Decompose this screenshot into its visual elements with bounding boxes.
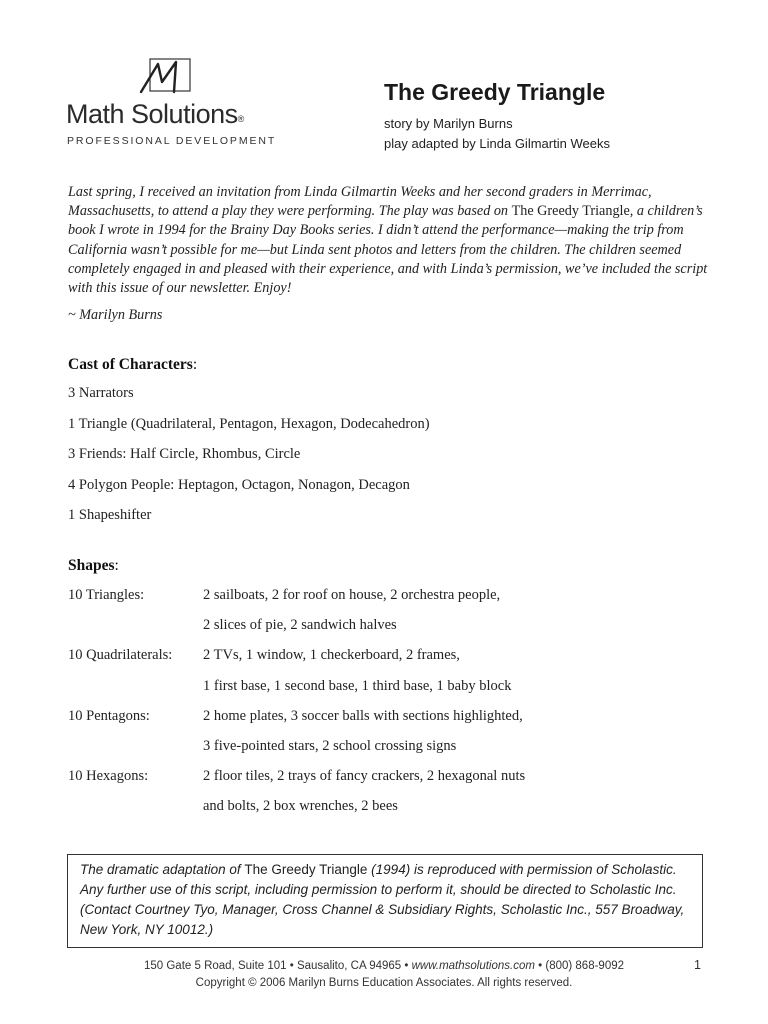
adaptation-byline: play adapted by Linda Gilmartin Weeks <box>384 136 610 151</box>
website-link[interactable]: www.mathsolutions.com <box>411 960 535 972</box>
page-number: 1 <box>694 958 701 972</box>
logo-m-icon <box>136 56 196 94</box>
shape-row: 10 Pentagons: 2 home plates, 3 soccer balls with sections highlighted, <box>68 707 523 724</box>
logo-subtitle: PROFESSIONAL DEVELOPMENT <box>67 135 277 147</box>
list-item: 1 Shapeshifter <box>68 507 152 523</box>
signature: ~ Marilyn Burns <box>68 307 163 323</box>
story-byline: story by Marilyn Burns <box>384 116 513 131</box>
shape-row: 2 slices of pie, 2 sandwich halves <box>203 617 397 634</box>
list-item: 3 Narrators <box>68 385 134 401</box>
shapes-list <box>68 587 525 829</box>
shape-row: and bolts, 2 box wrenches, 2 bees <box>203 798 398 815</box>
permission-notice: The dramatic adaptation of The Greedy Triangle (1994) is reproduced with permission of Scholastic. Any further use of this script, including permission to perform it, should be directed to Scholastic Inc. (Contact Courtney Tyo, Manager, Cross Channel & Subsidiary Rights, Scholastic Inc., 557 Broadway, New York, NY 10012.) <box>67 854 703 948</box>
shapes-heading: Shapes: <box>68 557 119 574</box>
shape-row: 1 first base, 1 second base, 1 third base, 1 baby block <box>203 677 512 694</box>
shape-row: 3 five-pointed stars, 2 school crossing signs <box>203 737 457 754</box>
shape-row: 10 Triangles: 2 sailboats, 2 for roof on house, 2 orchestra people, <box>68 587 501 603</box>
logo-name: Math Solutions® <box>66 99 244 129</box>
list-item: 3 Friends: Half Circle, Rhombus, Circle <box>68 446 301 462</box>
page-footer <box>0 958 768 991</box>
math-solutions-logo <box>66 56 276 152</box>
book-title: The Greedy Triangle <box>511 203 630 220</box>
list-item: 4 Polygon People: Heptagon, Octagon, Nonagon, Decagon <box>68 476 410 493</box>
document-header <box>384 79 610 154</box>
footer-contact: 150 Gate 5 Road, Suite 101 • Sausalito, CA 94965 • www.mathsolutions.com • (800) 868-9092 <box>143 960 625 972</box>
copyright: Copyright © 2006 Marilyn Burns Education Associates. All rights reserved. <box>195 976 573 989</box>
shape-row: 10 Quadrilaterals: 2 TVs, 1 window, 1 checkerboard, 2 frames, <box>68 647 460 664</box>
cast-list <box>68 385 430 538</box>
page-title: The Greedy Triangle <box>384 79 606 105</box>
shape-row: 10 Hexagons: 2 floor tiles, 2 trays of fancy crackers, 2 hexagonal nuts <box>68 768 526 785</box>
list-item: 1 Triangle (Quadrilateral, Pentagon, Hexagon, Dodecahedron) <box>68 415 430 432</box>
cast-heading: Cast of Characters: <box>68 356 198 373</box>
book-title: The Greedy Triangle <box>244 862 368 877</box>
intro-paragraph: Last spring, I received an invitation from Linda Gilmartin Weeks and her second graders in Merrimac, Massachusetts, to attend a play they were performing. The play was based on The Greedy Triangle, a children’s book I wrote in 1994 for the Brainy Day Books series. I didn’t attend the performance—making the trip from California wasn’t possible for me—but Linda sent photos and letters from the children. The children seemed completely engaged in and pleased with their experience, and with Linda’s permission, we’ve included the script with this issue of our newsletter. Enjoy! <box>68 184 708 297</box>
